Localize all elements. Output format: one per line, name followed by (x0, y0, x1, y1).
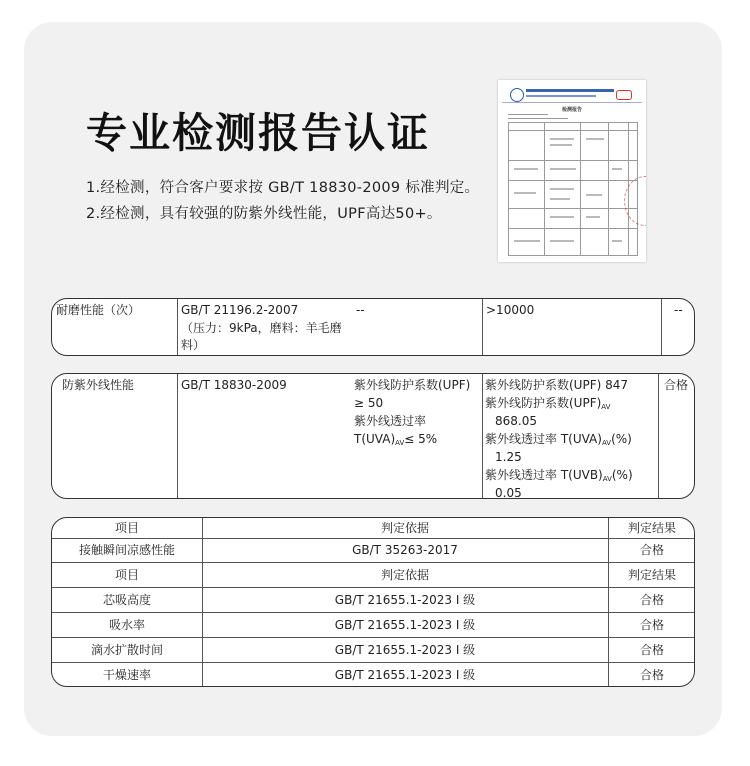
uv-item: 防紫外线性能 (62, 378, 135, 392)
uv-result-uvb: 紫外线透过率 $T(UVB)_{AV}(\%)$ (485, 468, 633, 483)
uv-result-uva-value: 1.25 (495, 450, 522, 464)
uv-judgement: 合格 (664, 378, 689, 392)
wear-requirement: -- (356, 303, 365, 317)
header-item: 项目 (114, 521, 139, 535)
table-row-result: 合格 (639, 618, 664, 632)
description-line-1: 1.经检测，符合客户要求按 GB/T 18830-2009 标准判定。 (86, 180, 480, 196)
uv-standard: GB/T 18830-2009 (181, 378, 287, 392)
uv-result-upf-av-value: 868.05 (495, 414, 537, 428)
table-row-item: 吸水率 (108, 618, 145, 632)
wear-result: >10000 (486, 303, 535, 317)
header-basis: 判定依据 (380, 521, 429, 535)
cooling-basis: GB/T 35263-2017 (352, 543, 458, 557)
report-table (508, 122, 638, 256)
wear-standard-note-2: 料） (181, 338, 206, 352)
table-row-basis: GB/T 21655.1-2023 I 级 (334, 618, 476, 632)
table-row-item: 芯吸高度 (102, 593, 151, 607)
cooling-item: 接触瞬间凉感性能 (78, 543, 175, 557)
wear-judgement: -- (674, 303, 683, 317)
table-row-basis: GB/T 21655.1-2023 I 级 (334, 668, 476, 682)
uv-protection-table (51, 373, 695, 499)
uv-result-uvb-value: 0.05 (495, 486, 522, 499)
uv-requirement-transmit: 紫外线透过率 (354, 414, 427, 428)
page-title: 专业检测报告认证 (86, 109, 430, 157)
performance-table (51, 517, 695, 687)
uv-requirement-upf: 紫外线防护系数(UPF) (354, 378, 471, 392)
header-result: 判定结果 (627, 521, 676, 535)
cert-badge-icon (616, 90, 632, 100)
uv-requirement-transmit-value: $T(UVA)_{AV}\le 5\%$ (354, 432, 438, 447)
header-item-2: 项目 (114, 568, 139, 582)
table-row-item: 干燥速率 (102, 668, 151, 682)
table-row-result: 合格 (639, 593, 664, 607)
lab-logo-icon (510, 88, 524, 102)
table-row-result: 合格 (639, 668, 664, 682)
report-title: 检测报告 (561, 107, 582, 113)
table-row-basis: GB/T 21655.1-2023 I 级 (334, 643, 476, 657)
report-header (502, 84, 642, 103)
wear-item: 耐磨性能（次） (56, 303, 141, 317)
uv-result-uva: 紫外线透过率 $T(UVA)_{AV}(\%)$ (485, 432, 632, 447)
wear-standard: GB/T 21196.2-2007 (181, 303, 299, 317)
wear-standard-note: （压力：9kPa，磨料：羊毛磨 (181, 321, 342, 335)
table-row-basis: GB/T 21655.1-2023 I 级 (334, 593, 476, 607)
uv-requirement-upf-value: ≥ 50 (354, 396, 384, 410)
header-result-2: 判定结果 (627, 568, 676, 582)
uv-result-upf: 紫外线防护系数(UPF) 847 (485, 378, 629, 392)
uv-result-upf-av: 紫外线防护系数$(UPF)_{AV}$ (485, 396, 611, 411)
cooling-result: 合格 (639, 543, 664, 557)
report-thumbnail (498, 80, 646, 262)
header-basis-2: 判定依据 (380, 568, 429, 582)
table-row-item: 滴水扩散时间 (90, 643, 163, 657)
description-line-2: 2.经检测，具有较强的防紫外线性能，UPF高达50+。 (86, 206, 442, 222)
wear-resistance-table (51, 298, 695, 356)
table-row-result: 合格 (639, 643, 664, 657)
